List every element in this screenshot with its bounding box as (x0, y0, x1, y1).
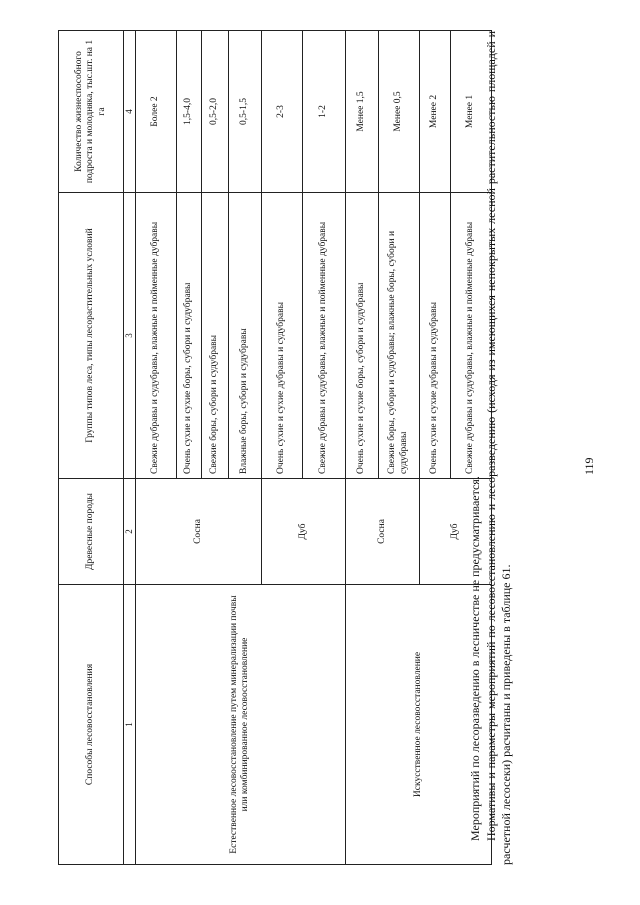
forest-group-cell: Очень сухие и сухие боры, субори и судубравы (176, 193, 201, 479)
page-number: 119 (582, 457, 596, 475)
header-species: Древесные породы (59, 479, 124, 585)
forest-group-cell: Свежие дубравы и судубравы, влажные и пойменные дубравы (135, 193, 176, 479)
quantity-cell: Более 2 (135, 31, 176, 193)
quantity-cell: 1,5-4,0 (176, 31, 201, 193)
quantity-cell: Менее 1,5 (345, 31, 378, 193)
paragraph-afforestation: Мероприятий по лесоразведению в лесничестве не предусматривается. (468, 476, 482, 841)
table-header-row (59, 31, 124, 865)
forest-group-cell: Очень сухие и сухие дубравы и судубравы (261, 193, 302, 479)
header-methods: Способы лесовосстановления (59, 585, 124, 865)
quantity-cell: Менее 0,5 (378, 31, 419, 193)
method-natural: Естественное лесовосстановление путем минерализации почвы или комбинированное лесовосстановление (135, 585, 345, 865)
column-number: 2 (124, 479, 136, 585)
header-forest-types: Группы типов леса, типы лесорастительных условий (59, 193, 124, 479)
table-row (135, 31, 176, 865)
table-row (345, 31, 378, 865)
column-number: 4 (124, 31, 136, 193)
forest-group-cell: Свежие дубравы и судубравы, влажные и пойменные дубравы (302, 193, 345, 479)
column-number: 1 (124, 585, 136, 865)
species-cell: Дуб (261, 479, 345, 585)
forest-group-cell: Свежие боры, субори и судубравы (201, 193, 228, 479)
species-cell: Сосна (135, 479, 261, 585)
method-artificial: Искусственное лесовосстановление (345, 585, 491, 865)
species-cell: Сосна (345, 479, 419, 585)
quantity-cell: 1-2 (302, 31, 345, 193)
forest-group-cell: Очень сухие и сухие боры, субори и судубравы (345, 193, 378, 479)
quantity-cell: 0,5-1,5 (228, 31, 261, 193)
forest-group-cell: Влажные боры, субори и судубравы (228, 193, 261, 479)
quantity-cell: 2-3 (261, 31, 302, 193)
quantity-cell: Менее 1 (450, 31, 491, 193)
species-cell: Дуб (419, 479, 491, 585)
paragraph-norms: Нормативы и параметры мероприятий по лесовосстановлению и лесоразведению (исходя из имеющихся непокрытых лесной растительностью площадей и расчетной лесосеки) расчитаны и приведены в таблице 61. (484, 31, 513, 865)
forest-group-cell: Свежие боры, субори и судубравы; влажные боры, субори и судубравы (378, 193, 419, 479)
forest-group-cell: Очень сухие и сухие дубравы и судубравы (419, 193, 450, 479)
header-quantity: Количество жизнеспособного подроста и молодняка, тыс.шт. на 1 га (59, 31, 124, 193)
quantity-cell: Менее 2 (419, 31, 450, 193)
quantity-cell: 0,5-2,0 (201, 31, 228, 193)
forest-group-cell: Свежие дубравы и судубравы, влажные и пойменные дубравы (450, 193, 491, 479)
column-number: 3 (124, 193, 136, 479)
column-numbers-row (124, 31, 136, 865)
reforestation-table (58, 30, 492, 865)
